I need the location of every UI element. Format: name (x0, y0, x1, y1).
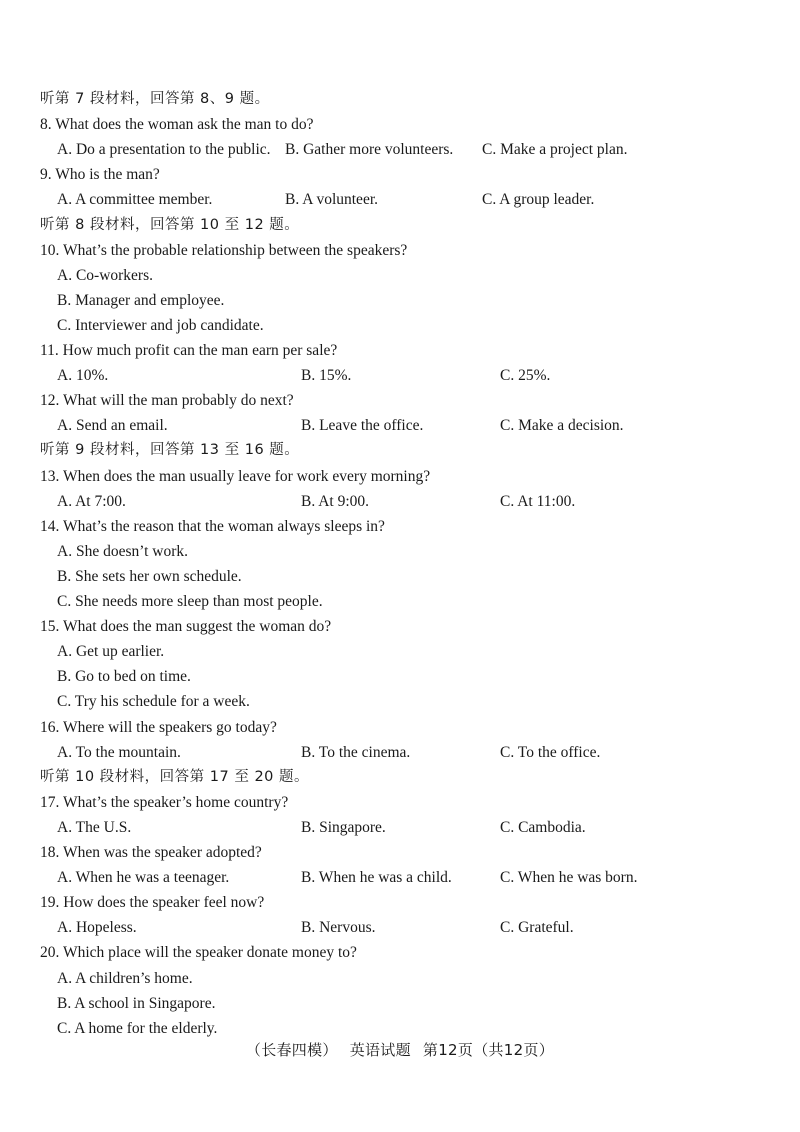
answer-option (57, 991, 757, 1016)
option-label: C. 25%. (500, 367, 551, 385)
option-label: B. Gather more volunteers. (285, 141, 454, 159)
answer-options-row (57, 363, 757, 388)
question-stem: 18. When was the speaker adopted? (40, 844, 262, 861)
question-stem: 16. Where will the speakers go today? (40, 718, 277, 736)
answer-options-row (57, 137, 757, 162)
answer-option (57, 966, 757, 991)
answer-options-row (57, 915, 757, 940)
answer-option (57, 539, 757, 564)
answer-options-row (57, 413, 757, 438)
option-label: B. Nervous. (301, 919, 376, 937)
option-label: C. A group leader. (482, 191, 595, 209)
option-label: C. Cambodia. (500, 818, 586, 836)
answer-option (57, 564, 757, 589)
option-label: B. A volunteer. (285, 191, 378, 209)
section-heading: 听第 7 段材料，回答第 8、9 题。 (40, 91, 270, 107)
question-stem: 20. Which place will the speaker donate money to? (40, 944, 357, 962)
option-label: C. When he was born. (500, 869, 638, 887)
option-label: B. Singapore. (301, 818, 386, 836)
option-label: A. Get up earlier. (57, 643, 165, 661)
option-label: A. A children’s home. (57, 969, 193, 987)
option-label: B. A school in Singapore. (57, 994, 216, 1012)
option-label: C. Grateful. (500, 919, 574, 937)
option-label: A. Send an email. (57, 417, 168, 435)
option-label: A. 10%. (57, 367, 109, 385)
answer-option (57, 288, 757, 313)
answer-option (57, 664, 757, 689)
option-label: B. Go to bed on time. (57, 668, 191, 686)
question-stem: 10. What’s the probable relationship between the speakers? (40, 241, 408, 259)
option-label: A. The U.S. (57, 818, 132, 836)
option-label: B. When he was a child. (301, 869, 452, 887)
option-label: C. A home for the elderly. (57, 1019, 218, 1037)
answer-options-row (57, 740, 757, 765)
option-label: B. Manager and employee. (57, 291, 225, 309)
question-stem: 17. What’s the speaker’s home country? (40, 793, 289, 811)
section-heading: 听第 10 段材料，回答第 17 至 20 题。 (40, 768, 310, 785)
option-label: B. To the cinema. (301, 743, 411, 761)
page-footer (0, 1038, 800, 1063)
option-label: C. Make a decision. (500, 417, 624, 435)
question-stem: 13. When does the man usually leave for work every morning? (40, 467, 431, 485)
option-label: A. When he was a teenager. (57, 869, 230, 887)
answer-option (57, 589, 757, 614)
option-label: C. Interviewer and job candidate. (57, 316, 264, 334)
question-stem: 15. What does the man suggest the woman do? (40, 618, 332, 636)
answer-option (57, 639, 757, 664)
option-label: C. Try his schedule for a week. (57, 693, 250, 711)
answer-option (57, 313, 757, 338)
option-label: A. She doesn’t work. (57, 542, 189, 560)
question-stem: 19. How does the speaker feel now? (40, 894, 265, 912)
option-label: A. A committee member. (57, 191, 213, 209)
option-label: B. At 9:00. (301, 492, 370, 510)
option-label: B. She sets her own schedule. (57, 567, 242, 585)
answer-options-row (57, 489, 757, 514)
option-label: A. Co-workers. (57, 266, 153, 284)
option-label: C. Make a project plan. (482, 141, 628, 159)
footer-subject: 英语试题 (349, 1041, 411, 1059)
option-label: A. Do a presentation to the public. (57, 141, 271, 159)
option-label: A. To the mountain. (57, 743, 181, 761)
option-label: C. At 11:00. (500, 492, 576, 510)
option-label: B. Leave the office. (301, 417, 424, 435)
answer-option (57, 689, 757, 714)
question-stem: 11. How much profit can the man earn per sale? (40, 342, 338, 359)
option-label: B. 15%. (301, 367, 352, 385)
footer-page-number: 第12页（共12页） (422, 1041, 555, 1059)
option-label: A. At 7:00. (57, 492, 126, 510)
answer-option (57, 263, 757, 288)
question-stem: 9. Who is the man? (40, 166, 160, 184)
answer-options-row (57, 815, 757, 840)
question-stem: 12. What will the man probably do next? (40, 392, 294, 410)
section-heading: 听第 9 段材料，回答第 13 至 16 题。 (40, 442, 300, 459)
answer-options-row (57, 865, 757, 890)
option-label: C. She needs more sleep than most people. (57, 593, 323, 610)
footer-exam-name: （长春四模） (245, 1041, 338, 1059)
answer-options-row (57, 187, 757, 212)
answer-option (57, 1016, 757, 1041)
option-label: A. Hopeless. (57, 919, 137, 937)
question-stem: 8. What does the woman ask the man to do? (40, 116, 314, 134)
question-stem: 14. What’s the reason that the woman always sleeps in? (40, 517, 385, 535)
option-label: C. To the office. (500, 743, 601, 761)
section-heading: 听第 8 段材料，回答第 10 至 12 题。 (40, 216, 300, 233)
